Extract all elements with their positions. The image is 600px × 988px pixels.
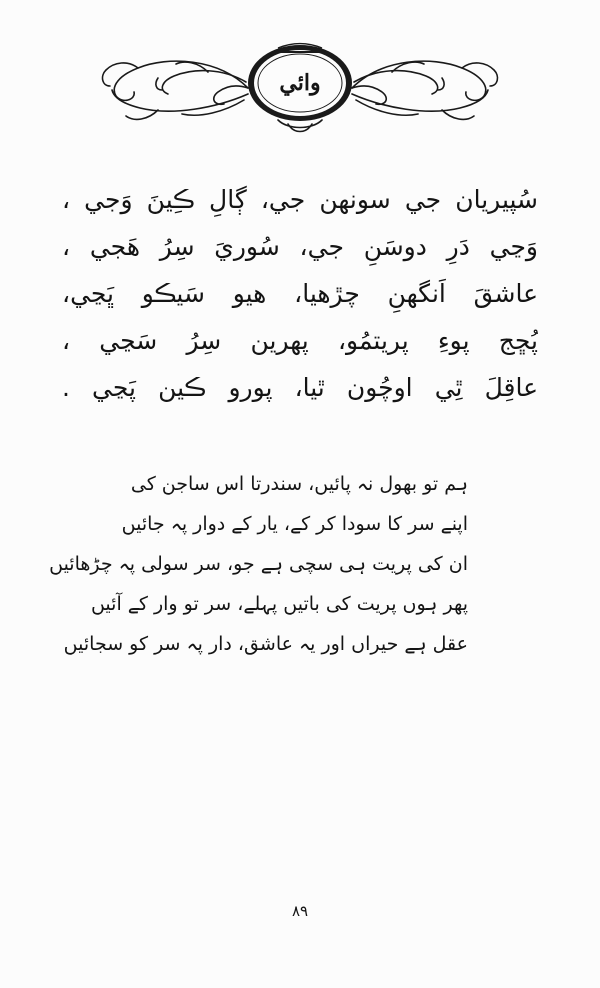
urdu-line: عقل ہے حیراں اور یہ عاشق، دار پہ سر کو سجائیں [63,633,468,655]
sindhi-line: سُپيريان جي سونهن جي، ڳالِ ڪِينَ وَجي ، [62,185,538,214]
sindhi-line: عاقِلَ ٿِي اوچُون ٿيا، پورو ڪين پَڃي . [62,373,538,402]
sindhi-line: وَڃي دَرِ دوسَنِ جي، سُوريَ سِرُ هَجي ، [62,232,538,261]
sindhi-stanza [62,176,538,411]
urdu-stanza [49,464,468,664]
sindhi-line: پُڇج پوءِ پريتمُو، پهرين سِرُ سَڃي ، [62,326,538,355]
urdu-line: ان کی پریت ہی سچی ہے جو، سر سولی پہ چڑھائیں [49,553,468,575]
urdu-line: اپنے سر کا سودا کر کے، یار کے دوار پہ جائیں [121,513,468,535]
urdu-line: پھر ہوں پریت کی باتیں پہلے، سر تو وار کے آئیں [90,593,468,615]
poem-heading: وائي [279,70,321,96]
page-number: ۸۹ [291,902,309,920]
urdu-line: ہم تو بھول نہ پائیں، سندرتا اس ساجن کی [130,473,468,495]
sindhi-line: عاشقَ اَنگهنِ چڙهيا، هيو سَيڪو ڀَڃي، [62,279,538,308]
